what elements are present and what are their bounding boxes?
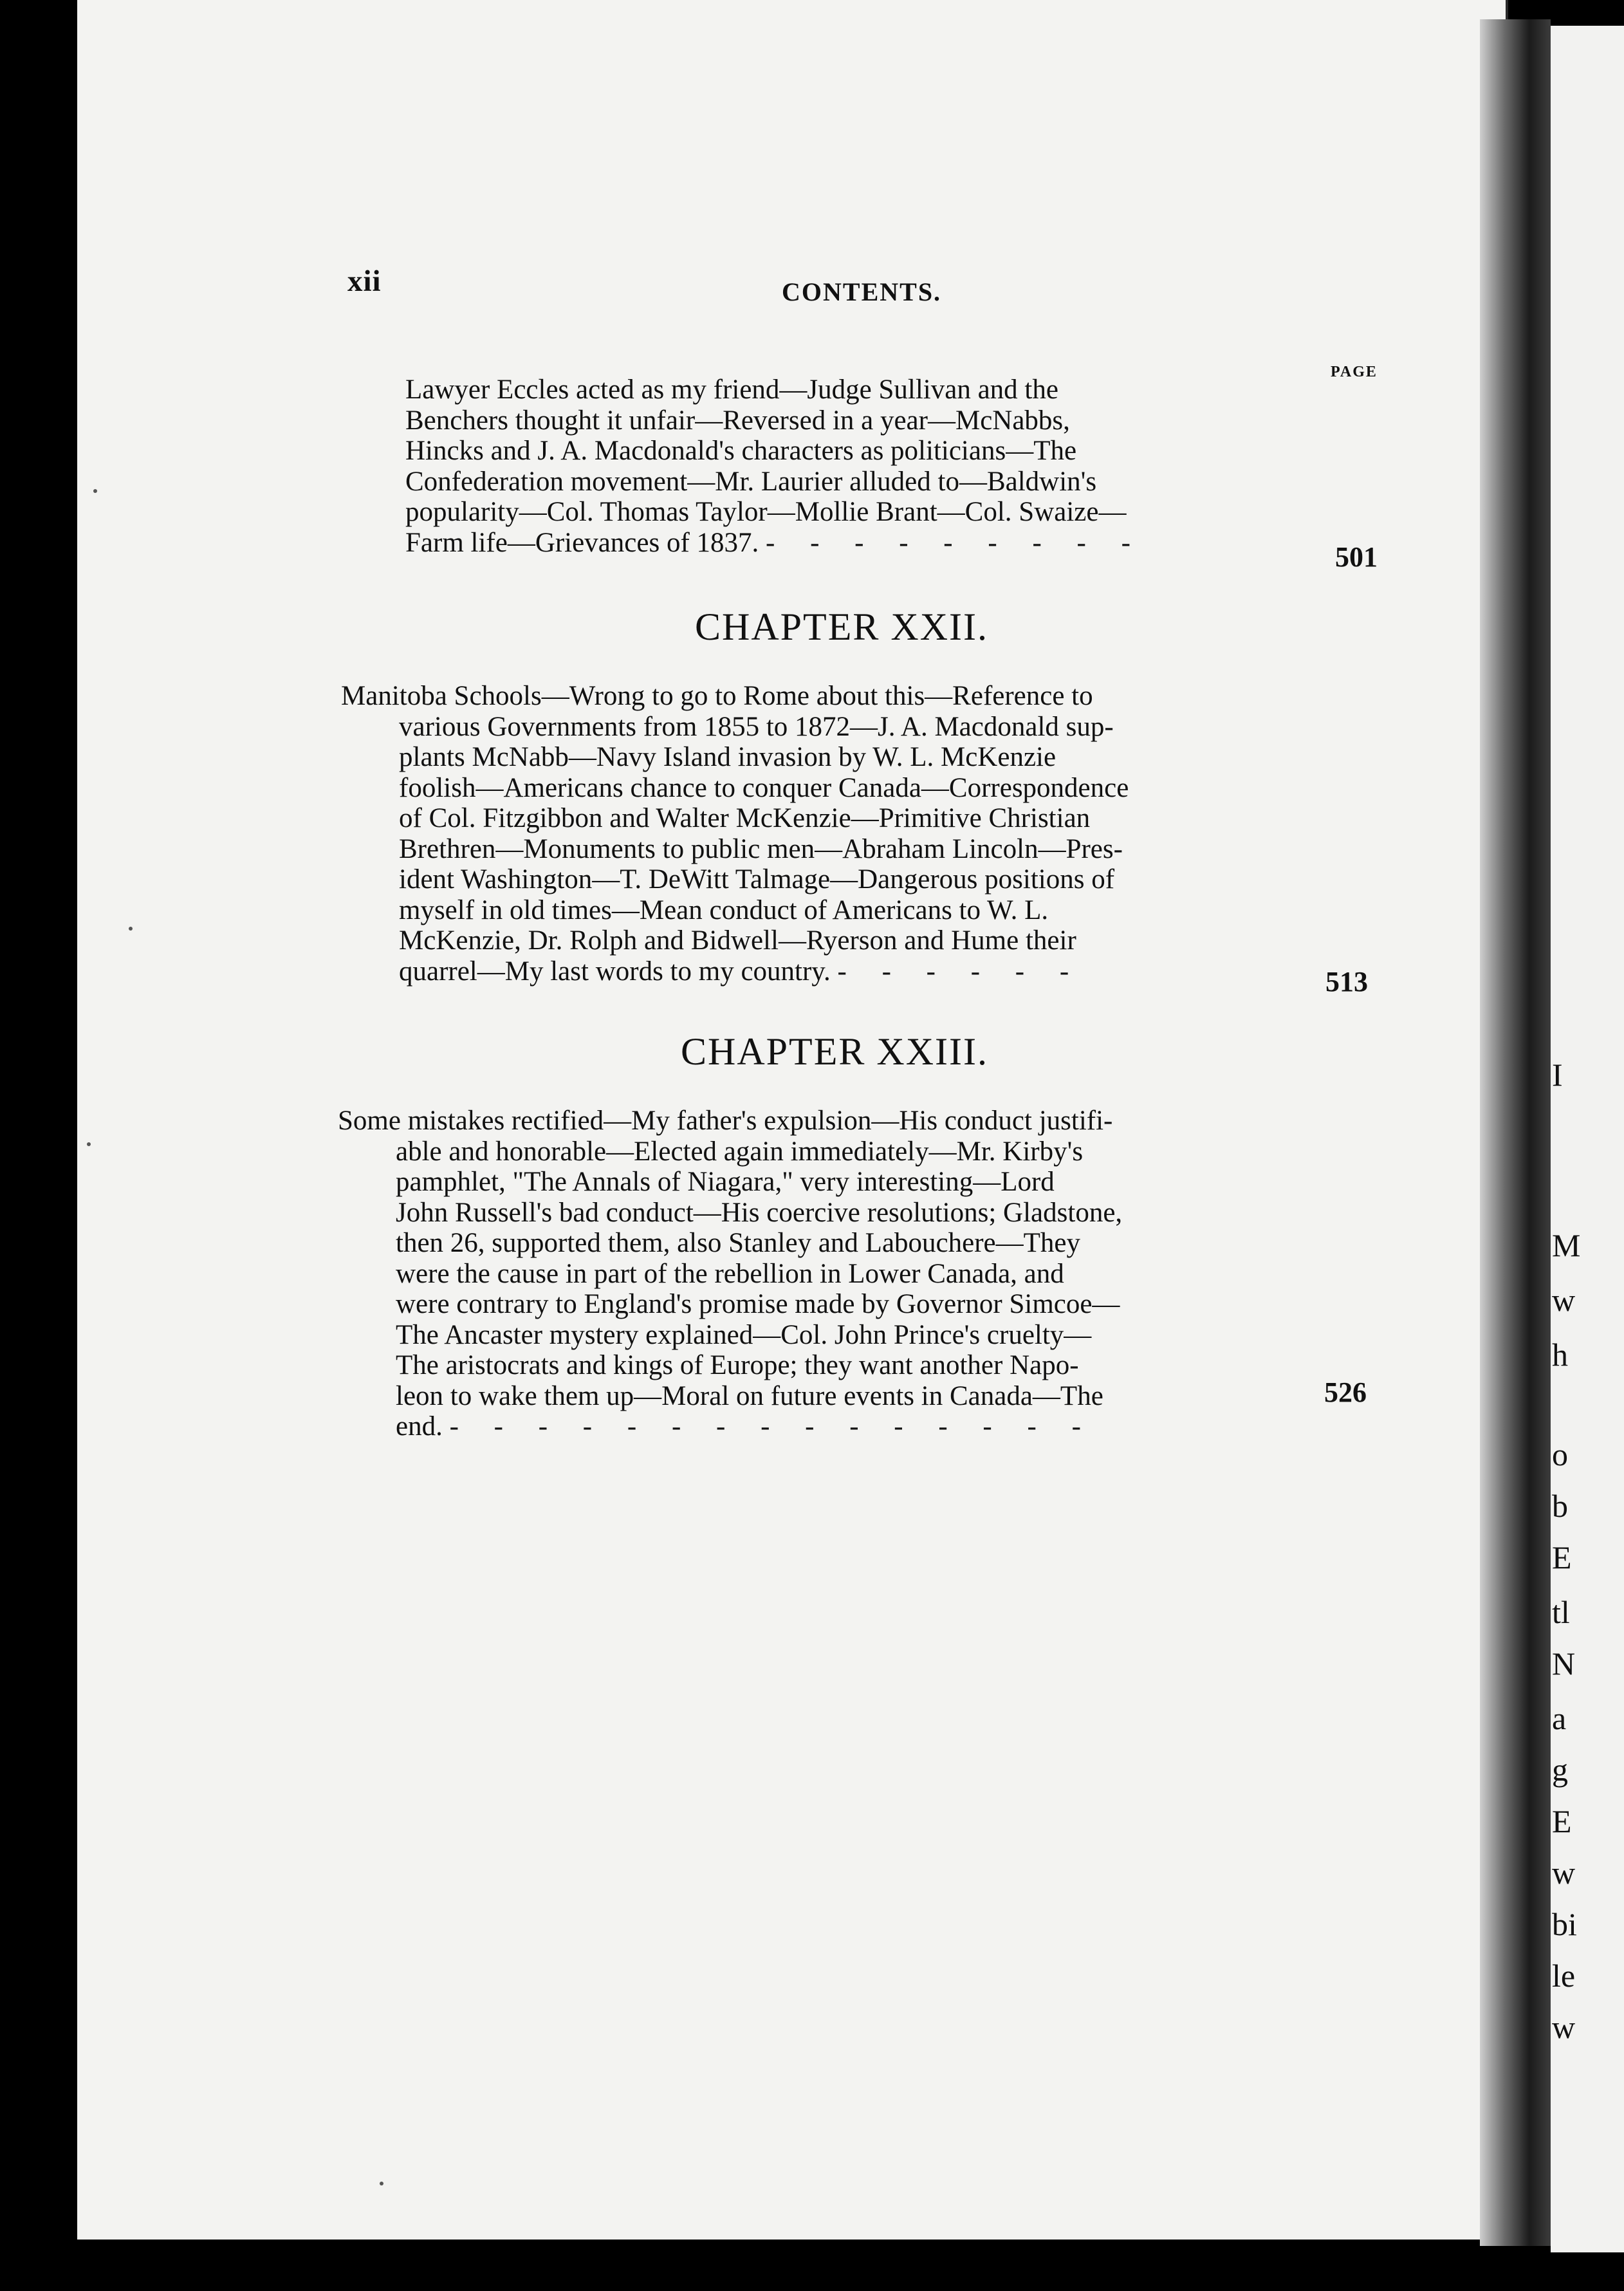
- facing-letter: I: [1552, 1057, 1563, 1093]
- entry-line: plants McNabb—Navy Island invasion by W. L. McKenzie: [399, 742, 1057, 772]
- facing-letter: E: [1552, 1539, 1572, 1575]
- facing-letter: g: [1552, 1752, 1568, 1788]
- entry-line-text: Farm life—Grievances of 1837.: [405, 527, 759, 558]
- scan-speck: [93, 489, 97, 493]
- entry-page-number: 513: [1325, 966, 1368, 997]
- book-gutter: [1480, 19, 1551, 2246]
- contents-entry: [405, 375, 1325, 558]
- scan-speck: [380, 2182, 383, 2185]
- facing-letter: o: [1552, 1436, 1568, 1472]
- entry-line: Confederation movement—Mr. Laurier alluded to—Baldwin's: [405, 466, 1097, 497]
- dot-leader: - - - - - - - - -: [766, 527, 1145, 558]
- entry-line: The aristocrats and kings of Europe; they want another Napo-: [396, 1350, 1079, 1380]
- entry-line: [399, 956, 1319, 987]
- facing-letter: a: [1552, 1700, 1567, 1736]
- entry-line: various Governments from 1855 to 1872—J. A. Macdonald sup-: [399, 711, 1114, 742]
- entry-line: able and honorable—Elected again immediately—Mr. Kirby's: [396, 1136, 1084, 1167]
- chapter-heading: CHAPTER XXIII.: [681, 1030, 988, 1073]
- contents-entry: [341, 681, 1319, 987]
- entry-line: John Russell's bad conduct—His coercive resolutions; Gladstone,: [396, 1197, 1123, 1228]
- entry-line: leon to wake them up—Moral on future events in Canada—The: [396, 1380, 1103, 1411]
- dot-leader: - - - - - -: [837, 956, 1084, 987]
- facing-letter: N: [1552, 1646, 1576, 1682]
- entry-line: McKenzie, Dr. Rolph and Bidwell—Ryerson and Hume their: [399, 925, 1076, 956]
- entry-line: Benchers thought it unfair—Reversed in a year—McNabbs,: [405, 405, 1070, 436]
- contents-entry: [338, 1106, 1309, 1442]
- entry-line-text: quarrel—My last words to my country.: [399, 956, 831, 987]
- facing-letter: b: [1552, 1488, 1568, 1524]
- facing-letter: bi: [1552, 1906, 1577, 1942]
- entry-line-text: end.: [396, 1411, 443, 1442]
- entry-line: then 26, supported them, also Stanley and Labouchere—They: [396, 1228, 1080, 1258]
- entry-line: Some mistakes rectified—My father's expulsion—His conduct justifi-: [338, 1106, 1113, 1136]
- page-column-label: PAGE: [1331, 364, 1378, 380]
- facing-letter: tl: [1552, 1594, 1570, 1630]
- entry-line: were contrary to England's promise made by Governor Simcoe—: [396, 1289, 1120, 1319]
- entry-line: myself in old times—Mean conduct of Americans to W. L.: [399, 895, 1049, 925]
- entry-line: The Ancaster mystery explained—Col. John Prince's cruelty—: [396, 1319, 1092, 1350]
- facing-letter: w: [1552, 1855, 1576, 1891]
- facing-letter: M: [1552, 1227, 1581, 1263]
- entry-line: popularity—Col. Thomas Taylor—Mollie Brant—Col. Swaize—: [405, 497, 1127, 527]
- facing-letter: E: [1552, 1803, 1572, 1839]
- entry-line: Manitoba Schools—Wrong to go to Rome about this—Reference to: [341, 681, 1093, 711]
- entry-line: [405, 528, 1325, 559]
- entry-line: Brethren—Monuments to public men—Abraham Lincoln—Pres-: [399, 833, 1123, 864]
- page-number: xii: [347, 264, 382, 298]
- entry-line: Hincks and J. A. Macdonald's characters as politicians—The: [405, 436, 1077, 466]
- facing-letter: w: [1552, 2009, 1576, 2045]
- entry-line: pamphlet, "The Annals of Niagara," very interesting—Lord: [396, 1167, 1055, 1197]
- entry-line: foolish—Americans chance to conquer Canada—Correspondence: [399, 772, 1129, 803]
- running-title: CONTENTS.: [782, 277, 942, 306]
- entry-line: ident Washington—T. DeWitt Talmage—Dangerous positions of: [399, 864, 1115, 895]
- facing-page-edge: [1551, 26, 1624, 2252]
- dot-leader: - - - - - - - - - - - - - - -: [449, 1411, 1095, 1442]
- facing-letter: h: [1552, 1337, 1568, 1373]
- scan-speck: [87, 1142, 91, 1146]
- entry-line: of Col. Fitzgibbon and Walter McKenzie—Primitive Christian: [399, 803, 1091, 833]
- scan-speck: [129, 927, 133, 931]
- entry-line: Lawyer Eccles acted as my friend—Judge Sullivan and the: [405, 375, 1058, 405]
- entry-page-number: 501: [1335, 541, 1378, 573]
- facing-letter: w: [1552, 1282, 1576, 1318]
- entry-page-number: 526: [1324, 1377, 1367, 1408]
- facing-letter: le: [1552, 1958, 1576, 1994]
- entry-line: [396, 1411, 1309, 1442]
- chapter-heading: CHAPTER XXII.: [695, 606, 988, 648]
- entry-line: were the cause in part of the rebellion in Lower Canada, and: [396, 1258, 1064, 1289]
